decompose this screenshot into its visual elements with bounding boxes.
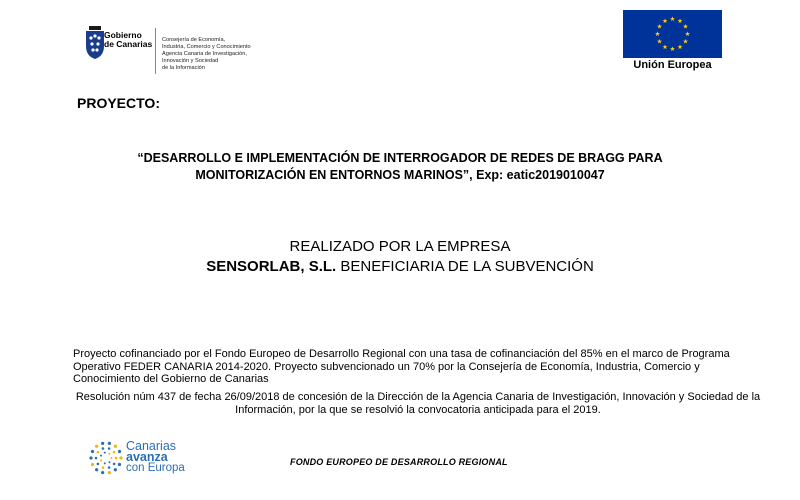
- logo-dot: [95, 457, 98, 460]
- logo-dot: [104, 462, 106, 464]
- gobierno-canarias-logo: [84, 24, 274, 78]
- logo-dot: [91, 450, 94, 453]
- logo-dot: [101, 442, 104, 445]
- logo-dot: [100, 455, 102, 457]
- logo-dot: [95, 445, 98, 448]
- gobierno-name: Gobierno de Canarias: [104, 30, 153, 49]
- logo-dot: [108, 461, 110, 463]
- company-name: SENSORLAB, S.L.: [206, 258, 337, 275]
- logo-dot: [114, 468, 117, 471]
- cofinanciacion-paragraph: Proyecto cofinanciado por el Fondo Europeo de Desarrollo Regional con una tasa de cofinanciación del 85% en el marco de Programa Operativo FEDER CANARIA 2014-2020. Proyecto subvencionado un 70% por la Consejería de Economía, Industria, Comercio y Conocimiento del Gobierno de Canarias: [73, 348, 730, 385]
- logo-dot: [108, 466, 111, 469]
- logo-dot: [113, 451, 116, 454]
- logo-dot: [97, 451, 100, 454]
- logo-dot: [95, 468, 98, 471]
- beneficiaria-label: BENEFICIARIA DE LA SUBVENCIÓN: [336, 258, 594, 275]
- logo-dot: [115, 457, 118, 460]
- coat-of-arms-icon: [84, 26, 106, 60]
- eu-label: Unión Europea: [633, 59, 712, 71]
- logo-dot: [118, 463, 121, 466]
- logo-dot: [91, 463, 94, 466]
- logo-dot: [118, 450, 121, 453]
- logo-dot: [100, 459, 102, 461]
- logo-dot: [108, 453, 110, 455]
- logo-divider: [155, 28, 156, 74]
- logo-dot: [101, 471, 104, 474]
- logo-dot: [104, 452, 106, 454]
- resolucion-paragraph: Resolución núm 437 de fecha 26/09/2018 de concesión de la Dirección de la Agencia Canaria de Investigación, Innovación y Sociedad de la Información, por la que se resolvió la convocatoria anticipada para el 2019.: [75, 391, 761, 416]
- logo-dot: [111, 457, 113, 459]
- logo-dot: [108, 442, 111, 445]
- canarias-avanza-logo: [88, 440, 218, 476]
- eu-flag-icon: [623, 10, 722, 58]
- company-line: [0, 258, 800, 275]
- cae-line-3: con Europa: [126, 462, 185, 474]
- logo-dot: [108, 471, 111, 474]
- gobierno-department: Consejería de Economía, Industria, Comercio y Conocimiento Agencia Canaria de Investigación, Innovación y Sociedad de la Información: [162, 37, 251, 71]
- logo-dot: [89, 456, 92, 459]
- cae-line-1: Canarias: [126, 439, 177, 453]
- feder-label: FONDO EUROPEO DE DESARROLLO REGIONAL: [290, 457, 508, 467]
- logo-dot: [102, 447, 105, 450]
- project-title-line-2: MONITORIZACIÓN EN ENTORNOS MARINOS”, Exp: eatic2019010047: [195, 168, 605, 182]
- star-circle-icon: [88, 440, 124, 476]
- project-title-line-1: “DESARROLLO E IMPLEMENTACIÓN DE INTERROGADOR DE REDES DE BRAGG PARA: [137, 151, 663, 165]
- logo-dot: [119, 456, 122, 459]
- logo-dot: [108, 447, 111, 450]
- proyecto-label: PROYECTO:: [77, 95, 160, 111]
- logo-dot: [114, 445, 117, 448]
- logo-dot: [97, 463, 100, 466]
- realizado-por-label: REALIZADO POR LA EMPRESA: [289, 238, 511, 255]
- cae-line-2: avanza: [126, 450, 168, 464]
- logo-dot: [113, 463, 116, 466]
- logo-dot: [102, 466, 105, 469]
